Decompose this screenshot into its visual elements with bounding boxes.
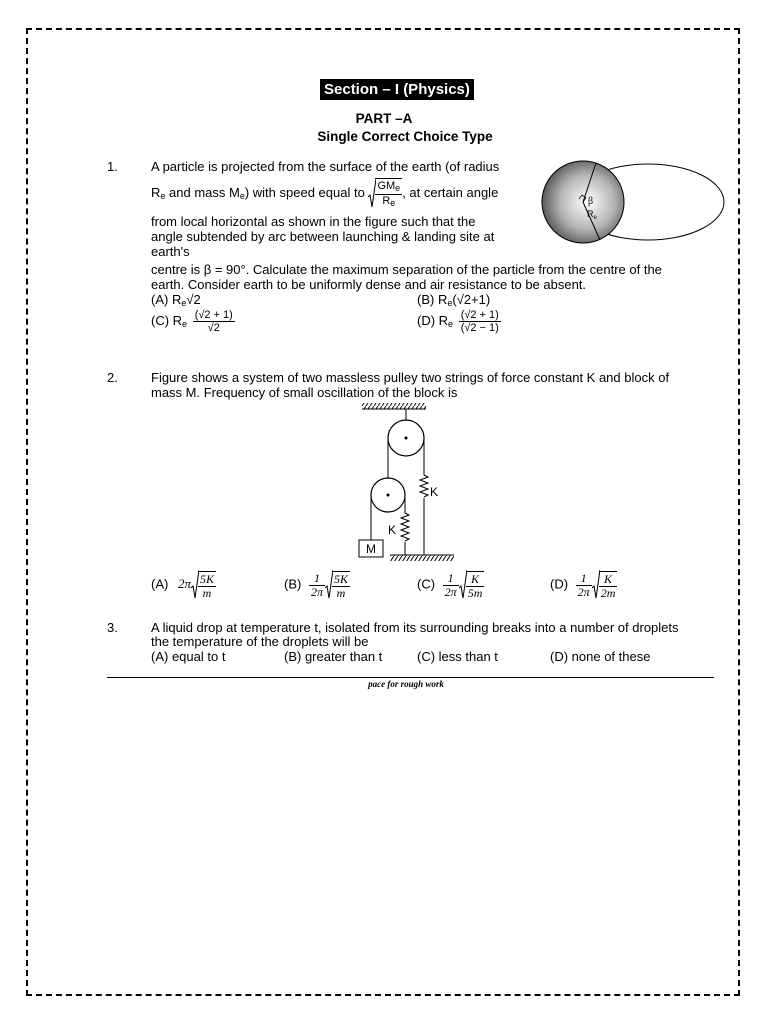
q2-line-1: Figure shows a system of two massless pulley two strings of force constant K and block of	[151, 370, 670, 385]
q3-line-2: the temperature of the droplets will be	[151, 634, 369, 649]
q2-option-a: (A) 2π $\frac{5K}{m}$	[151, 571, 214, 600]
earth-trajectory-figure	[528, 157, 728, 249]
choice-type-title: Single Correct Choice Type	[317, 129, 493, 144]
block-label: M	[366, 542, 376, 556]
q3-option-d: (D) none of these	[550, 649, 651, 664]
pulley-system-figure	[350, 400, 460, 565]
q2-line-2: mass M. Frequency of small oscillation of the block is	[151, 385, 458, 400]
q1-line-2: $R_e$ and mass $M_e$) with speed equal to $\frac{GM_e}{R_e}$ , at certain angle	[151, 180, 499, 208]
q1-option-a: (A) $R_e√2$	[151, 292, 201, 308]
section-title: Section – I (Physics)	[320, 79, 474, 100]
q2-option-d: (D) $\frac{1}{2\pi}$ $\frac{K}{2m}$	[550, 570, 616, 600]
q1-line-1: A particle is projected from the surface of the earth (of radius	[151, 159, 500, 174]
q1-line-4: angle subtended by arc between launching & landing site at	[151, 229, 495, 244]
q1-line-6: centre is β = 90°. Calculate the maximum separation of the particle from the centre of the	[151, 262, 662, 277]
q1-option-b: (B) $R_e(√2+1)$	[417, 292, 491, 308]
spring-k-lower-label: K	[388, 523, 397, 537]
q2-option-b: (B) $\frac{1}{2\pi}$ $\frac{5K}{m}$	[284, 570, 348, 600]
q3-line-1: A liquid drop at temperature t, isolated from its surrounding breaks into a number of droplets	[151, 620, 679, 635]
q3-option-b: (B) greater than t	[284, 649, 383, 664]
q3-option-a: (A) equal to t	[151, 649, 226, 664]
upper-spring	[420, 475, 428, 497]
q1-option-c: (C) $R_e$ $\frac{(√2 + 1)}{√2}$	[151, 309, 233, 334]
radius-label: $R_e$	[587, 209, 597, 221]
q2-option-c: (C) $\frac{1}{2\pi}$ $\frac{K}{5m}$	[417, 570, 483, 600]
q1-option-d: (D) $R_e$ $\frac{(√2 + 1)}{(√2 - 1)}$	[417, 309, 499, 334]
rough-work-divider	[107, 677, 714, 678]
q1-line-3: from local horizontal as shown in the figure such that the	[151, 214, 476, 229]
part-title: PART –A	[355, 111, 413, 126]
floor-support	[390, 555, 454, 561]
lower-spring	[401, 513, 409, 541]
spring-k-upper-label: K	[430, 485, 439, 499]
rough-work-label: pace for rough work	[368, 679, 444, 689]
q3-option-c: (C) less than t	[417, 649, 498, 664]
q1-line-5: earth's	[151, 244, 190, 259]
question-3-number: 3.	[107, 620, 118, 635]
q1-line-7: earth. Consider earth to be uniformly dense and air resistance to be absent.	[151, 277, 587, 292]
ceiling-support	[362, 403, 426, 409]
speed-sqrt: $\frac{GM_e}{R_e}$	[368, 178, 402, 209]
question-1-number: 1.	[107, 159, 118, 174]
question-2-number: 2.	[107, 370, 118, 385]
beta-label: β	[588, 196, 594, 207]
